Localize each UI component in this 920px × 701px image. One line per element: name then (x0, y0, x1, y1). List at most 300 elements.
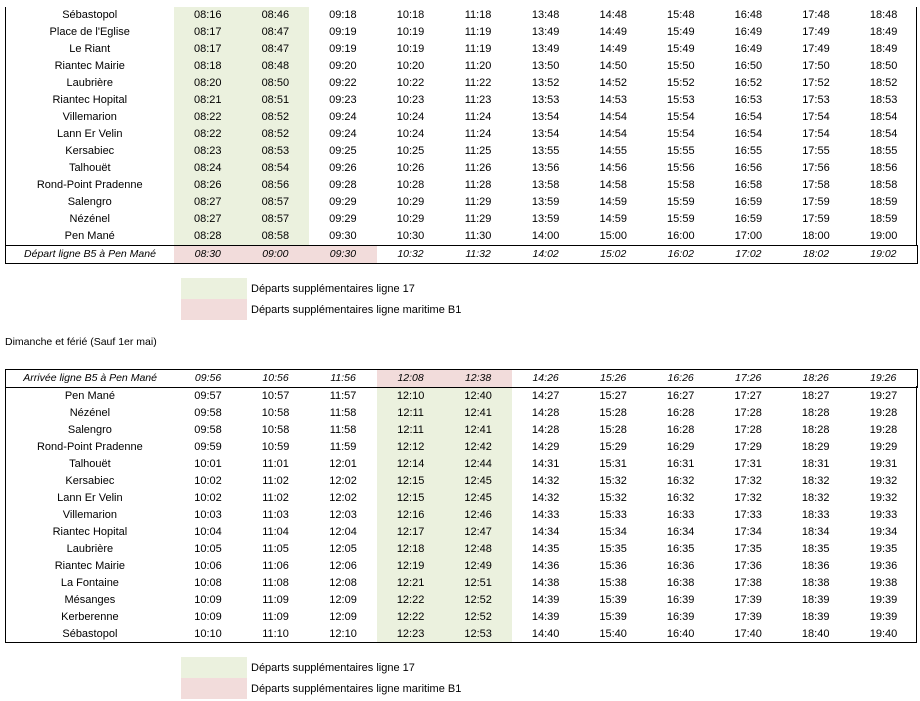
time-cell: 18:39 (801, 611, 830, 623)
time-cell: 17:26 (714, 370, 782, 388)
table-row (6, 405, 918, 422)
time-cell: 14:02 (512, 246, 580, 264)
time-cell: 10:02 (194, 475, 222, 487)
time-cell: 17:55 (802, 145, 830, 157)
time-cell: 08:30 (174, 246, 242, 264)
time-cell: 09:24 (329, 128, 357, 140)
time-cell: 11:08 (262, 577, 289, 589)
time-cell: 17:49 (802, 26, 830, 38)
time-cell: 16:59 (734, 196, 763, 208)
time-cell: 12:22 (377, 609, 445, 626)
time-cell: 16:53 (734, 94, 763, 106)
stop-name: Rond-Point Pradenne (36, 441, 143, 453)
time-cell: 14:39 (531, 611, 560, 623)
stop-name: Lann Er Velin (57, 128, 123, 140)
stop-name: Kersabiec (65, 145, 115, 157)
table-row (6, 126, 918, 143)
time-cell: 10:59 (261, 441, 290, 453)
time-cell: 18:35 (801, 543, 830, 555)
time-cell: 09:26 (329, 162, 357, 174)
time-cell: 17:52 (802, 77, 830, 89)
time-cell: 09:19 (329, 26, 357, 38)
time-cell: 17:27 (734, 390, 762, 402)
time-cell: 17:53 (802, 94, 830, 106)
time-cell: 12:47 (444, 524, 512, 541)
time-cell: 10:02 (194, 492, 222, 504)
time-cell: 11:59 (329, 441, 357, 453)
time-cell: 12:02 (329, 492, 357, 504)
legend-item-maritime (181, 299, 461, 320)
time-cell: 12:15 (377, 473, 445, 490)
time-cell: 11:02 (262, 492, 289, 504)
table-row (6, 541, 918, 558)
time-cell: 08:53 (242, 143, 310, 160)
time-cell: 08:52 (242, 126, 310, 143)
time-cell: 15:02 (579, 246, 647, 264)
time-cell: 08:16 (174, 7, 242, 24)
time-cell: 12:48 (444, 541, 512, 558)
time-cell: 11:24 (464, 128, 492, 140)
time-cell: 11:19 (464, 26, 492, 38)
time-cell: 13:54 (531, 128, 560, 140)
time-cell: 11:18 (464, 9, 492, 21)
time-cell: 10:09 (194, 594, 222, 606)
time-cell: 11:06 (262, 560, 289, 572)
time-cell: 18:52 (869, 77, 898, 89)
time-cell: 16:26 (647, 370, 715, 388)
time-cell: 15:56 (667, 162, 695, 174)
time-cell: 15:54 (667, 111, 695, 123)
time-cell: 11:23 (464, 94, 492, 106)
time-cell: 09:18 (329, 9, 357, 21)
time-cell: 15:33 (599, 509, 627, 521)
stop-name: Pen Mané (64, 230, 115, 242)
time-cell: 10:29 (396, 196, 425, 208)
table-row (6, 575, 918, 592)
time-cell: 15:40 (599, 628, 627, 640)
time-cell: 11:01 (262, 458, 289, 470)
time-cell: 10:18 (396, 9, 425, 21)
time-cell: 16:32 (666, 492, 695, 504)
time-cell: 14:39 (531, 594, 560, 606)
stop-name: Mésanges (64, 594, 116, 606)
time-cell: 08:21 (174, 92, 242, 109)
time-cell: 12:40 (444, 388, 512, 406)
time-cell: 10:29 (396, 213, 425, 225)
time-cell: 16:59 (734, 213, 763, 225)
time-cell: 17:36 (734, 560, 762, 572)
time-cell: 15:26 (579, 370, 647, 388)
time-cell: 10:25 (396, 145, 425, 157)
time-cell: 18:48 (869, 9, 898, 21)
time-cell: 12:02 (329, 475, 357, 487)
time-cell: 08:17 (174, 41, 242, 58)
legend-item-maritime (181, 678, 461, 699)
time-cell: 16:27 (666, 390, 695, 402)
time-cell: 16:48 (734, 9, 763, 21)
time-cell: 17:32 (734, 475, 762, 487)
time-cell: 12:05 (329, 543, 357, 555)
time-cell: 18:59 (869, 213, 898, 225)
time-cell: 15:48 (667, 9, 695, 21)
time-cell: 10:30 (396, 230, 425, 242)
time-cell: 09:30 (329, 230, 357, 242)
time-cell: 10:56 (242, 370, 310, 388)
time-cell: 08:51 (242, 92, 310, 109)
time-cell: 19:34 (869, 526, 898, 538)
time-cell: 16:55 (734, 145, 763, 157)
time-cell: 14:36 (531, 560, 560, 572)
time-cell: 10:57 (261, 390, 290, 402)
time-cell: 15:52 (667, 77, 695, 89)
table-row (6, 388, 918, 406)
time-cell: 14:29 (531, 441, 560, 453)
stop-name: La Fontaine (60, 577, 119, 589)
time-cell: 17:49 (802, 43, 830, 55)
time-cell: 12:21 (377, 575, 445, 592)
time-cell: 13:52 (531, 77, 560, 89)
time-cell: 16:00 (667, 230, 695, 242)
time-cell: 13:53 (531, 94, 560, 106)
time-cell: 11:58 (329, 424, 357, 436)
time-cell: 18:29 (801, 441, 830, 453)
time-cell: 14:49 (599, 26, 627, 38)
table-row (6, 609, 918, 626)
time-cell: 15:29 (599, 441, 627, 453)
time-cell: 12:45 (444, 490, 512, 507)
time-cell: 14:59 (599, 213, 627, 225)
time-cell: 16:34 (666, 526, 695, 538)
time-cell: 12:03 (329, 509, 357, 521)
stop-name: Laubrière (66, 77, 113, 89)
time-cell: 10:58 (261, 407, 290, 419)
time-cell: 16:36 (666, 560, 695, 572)
time-cell: 08:20 (174, 75, 242, 92)
time-cell: 18:58 (869, 179, 898, 191)
time-cell: 18:32 (801, 475, 830, 487)
time-cell: 08:27 (174, 211, 242, 228)
time-cell: 14:32 (531, 492, 560, 504)
time-cell: 16:28 (666, 407, 695, 419)
departure-row (6, 246, 918, 264)
arrival-row (6, 370, 918, 388)
time-cell: 08:26 (174, 177, 242, 194)
time-cell: 13:50 (531, 60, 560, 72)
time-cell: 09:29 (329, 196, 357, 208)
time-cell: 14:38 (531, 577, 560, 589)
stop-name: Riantec Hopital (52, 94, 128, 106)
time-cell: 09:00 (242, 246, 310, 264)
time-cell: 11:32 (444, 246, 512, 264)
table-row (6, 228, 918, 246)
time-cell: 17:28 (734, 424, 762, 436)
time-cell: 08:57 (242, 211, 310, 228)
table-row (6, 473, 918, 490)
time-cell: 11:10 (262, 628, 289, 640)
time-cell: 08:46 (242, 7, 310, 24)
time-cell: 16:50 (734, 60, 763, 72)
time-cell: 11:05 (262, 543, 289, 555)
legend-label: Départs supplémentaires ligne 17 (251, 661, 415, 674)
time-cell: 10:22 (396, 77, 425, 89)
time-cell: 14:28 (531, 407, 560, 419)
legend-swatch-pink (181, 678, 247, 699)
table-row (6, 194, 918, 211)
time-cell: 12:41 (444, 405, 512, 422)
legend-item-line17 (181, 278, 461, 299)
time-cell: 11:26 (464, 162, 492, 174)
stop-name: Kersabiec (65, 475, 115, 487)
legend-swatch-green (181, 278, 247, 299)
stop-name: Rond-Point Pradenne (36, 179, 143, 191)
time-cell: 09:20 (329, 60, 357, 72)
time-cell: 12:14 (377, 456, 445, 473)
time-cell: 17:33 (734, 509, 762, 521)
time-cell: 12:06 (329, 560, 357, 572)
time-cell: 14:49 (599, 43, 627, 55)
time-cell: 17:00 (734, 230, 763, 242)
table-row (6, 92, 918, 109)
time-cell: 15:55 (667, 145, 695, 157)
time-cell: 10:08 (194, 577, 222, 589)
time-cell: 18:00 (802, 230, 830, 242)
stop-name: Lann Er Velin (57, 492, 123, 504)
time-cell: 08:28 (174, 228, 242, 246)
stop-name: Talhouët (68, 162, 111, 174)
time-cell: 18:28 (801, 424, 830, 436)
time-cell: 08:24 (174, 160, 242, 177)
stop-name: Villemarion (62, 111, 117, 123)
time-cell: 08:23 (174, 143, 242, 160)
time-cell: 18:54 (869, 111, 898, 123)
time-cell: 15:39 (599, 611, 627, 623)
time-cell: 10:03 (194, 509, 222, 521)
time-cell: 17:31 (734, 458, 762, 470)
time-cell: 14:55 (599, 145, 627, 157)
stop-name: Salengro (67, 424, 112, 436)
time-cell: 09:25 (329, 145, 357, 157)
time-cell: 11:28 (464, 179, 492, 191)
time-cell: 19:38 (869, 577, 898, 589)
time-cell: 12:19 (377, 558, 445, 575)
table-row (6, 177, 918, 194)
time-cell: 15:35 (599, 543, 627, 555)
time-cell: 19:35 (869, 543, 898, 555)
time-cell: 08:18 (174, 58, 242, 75)
time-cell: 18:54 (869, 128, 898, 140)
stop-name: Riantec Mairie (54, 560, 126, 572)
time-cell: 19:39 (869, 594, 898, 606)
time-cell: 12:38 (444, 370, 512, 388)
time-cell: 16:02 (647, 246, 715, 264)
time-cell: 09:56 (174, 370, 242, 388)
time-cell: 16:56 (734, 162, 763, 174)
time-cell: 13:54 (531, 111, 560, 123)
time-cell: 19:31 (869, 458, 898, 470)
table-row (6, 592, 918, 609)
stop-name: Place de l'Eglise (49, 26, 130, 38)
legend-swatch-pink (181, 299, 247, 320)
time-cell: 18:50 (869, 60, 898, 72)
time-cell: 08:22 (174, 109, 242, 126)
time-cell: 09:57 (194, 390, 222, 402)
time-cell: 19:29 (869, 441, 898, 453)
time-cell: 17:54 (802, 128, 830, 140)
time-cell: 10:26 (396, 162, 425, 174)
stop-name: Pen Mané (64, 390, 115, 402)
time-cell: 11:25 (464, 145, 492, 157)
table-row (6, 24, 918, 41)
time-cell: 16:52 (734, 77, 763, 89)
table-row (6, 558, 918, 575)
stop-name: Salengro (67, 196, 112, 208)
time-cell: 12:11 (377, 422, 445, 439)
time-cell: 10:58 (261, 424, 290, 436)
stop-name: Sébastopol (62, 628, 118, 640)
table-row (6, 507, 918, 524)
time-cell: 10:28 (396, 179, 425, 191)
time-cell: 15:53 (667, 94, 695, 106)
time-cell: 14:53 (599, 94, 627, 106)
time-cell: 18:49 (869, 43, 898, 55)
time-cell: 11:58 (329, 407, 357, 419)
time-cell: 17:39 (734, 594, 762, 606)
time-cell: 11:22 (464, 77, 492, 89)
time-cell: 12:17 (377, 524, 445, 541)
time-cell: 15:58 (667, 179, 695, 191)
time-cell: 14:58 (599, 179, 627, 191)
time-cell: 14:40 (531, 628, 560, 640)
connection-label: Départ ligne B5 à Pen Mané (6, 246, 174, 264)
time-cell: 17:28 (734, 407, 762, 419)
time-cell: 17:56 (802, 162, 830, 174)
time-cell: 18:33 (801, 509, 830, 521)
time-cell: 15:59 (667, 196, 695, 208)
legend-swatch-green (181, 657, 247, 678)
time-cell: 15:31 (599, 458, 627, 470)
time-cell: 14:27 (531, 390, 560, 402)
table-row (6, 211, 918, 228)
time-cell: 17:50 (802, 60, 830, 72)
time-cell: 11:56 (309, 370, 377, 388)
time-cell: 09:59 (194, 441, 222, 453)
legend-sunday (181, 657, 461, 699)
weekday-timetable (5, 7, 918, 264)
time-cell: 15:49 (667, 43, 695, 55)
time-cell: 14:26 (512, 370, 580, 388)
time-cell: 16:54 (734, 128, 763, 140)
time-cell: 08:52 (242, 109, 310, 126)
time-cell: 11:19 (464, 43, 492, 55)
time-cell: 17:54 (802, 111, 830, 123)
time-cell: 11:03 (262, 509, 289, 521)
time-cell: 16:32 (666, 475, 695, 487)
legend-label: Départs supplémentaires ligne 17 (251, 282, 415, 295)
time-cell: 12:15 (377, 490, 445, 507)
time-cell: 10:10 (194, 628, 222, 640)
table-row (6, 456, 918, 473)
time-cell: 16:49 (734, 43, 763, 55)
time-cell: 15:34 (599, 526, 627, 538)
time-cell: 15:39 (599, 594, 627, 606)
time-cell: 11:04 (262, 526, 289, 538)
time-cell: 11:20 (464, 60, 492, 72)
time-cell: 15:38 (599, 577, 627, 589)
legend-weekday (181, 278, 461, 320)
time-cell: 18:49 (869, 26, 898, 38)
time-cell: 12:52 (444, 592, 512, 609)
time-cell: 17:38 (734, 577, 762, 589)
time-cell: 12:53 (444, 626, 512, 643)
time-cell: 15:36 (599, 560, 627, 572)
time-cell: 12:52 (444, 609, 512, 626)
time-cell: 18:32 (801, 492, 830, 504)
table-row (6, 422, 918, 439)
table-row (6, 7, 918, 24)
time-cell: 13:49 (531, 43, 560, 55)
sunday-timetable (5, 369, 918, 643)
time-cell: 08:57 (242, 194, 310, 211)
time-cell: 10:04 (194, 526, 222, 538)
time-cell: 19:40 (869, 628, 898, 640)
time-cell: 19:27 (869, 390, 898, 402)
stop-name: Nézénel (69, 213, 110, 225)
time-cell: 14:52 (599, 77, 627, 89)
time-cell: 16:38 (666, 577, 695, 589)
time-cell: 09:30 (309, 246, 377, 264)
time-cell: 17:48 (802, 9, 830, 21)
stop-name: Sébastopol (62, 9, 118, 21)
time-cell: 18:56 (869, 162, 898, 174)
time-cell: 17:02 (715, 246, 783, 264)
time-cell: 14:35 (531, 543, 560, 555)
time-cell: 15:59 (667, 213, 695, 225)
time-cell: 16:29 (666, 441, 695, 453)
table-row (6, 160, 918, 177)
time-cell: 19:26 (849, 370, 917, 388)
time-cell: 11:29 (464, 196, 492, 208)
time-cell: 19:39 (869, 611, 898, 623)
stop-name: Kerberenne (61, 611, 119, 623)
time-cell: 14:59 (599, 196, 627, 208)
table-row (6, 58, 918, 75)
time-cell: 14:48 (599, 9, 627, 21)
time-cell: 18:31 (801, 458, 830, 470)
legend-label: Départs supplémentaires ligne maritime B1 (251, 682, 462, 695)
table-row (6, 439, 918, 456)
time-cell: 10:23 (396, 94, 425, 106)
time-cell: 19:00 (869, 230, 898, 242)
time-cell: 12:45 (444, 473, 512, 490)
time-cell: 12:08 (377, 370, 445, 388)
stop-name: Riantec Mairie (54, 60, 125, 72)
table-row (6, 41, 918, 58)
time-cell: 17:32 (734, 492, 762, 504)
time-cell: 15:00 (599, 230, 627, 242)
time-cell: 08:47 (242, 24, 310, 41)
table-row (6, 109, 918, 126)
time-cell: 12:51 (444, 575, 512, 592)
time-cell: 12:01 (329, 458, 357, 470)
time-cell: 13:48 (531, 9, 560, 21)
time-cell: 18:28 (801, 407, 830, 419)
time-cell: 17:58 (802, 179, 830, 191)
time-cell: 15:28 (599, 424, 627, 436)
time-cell: 18:27 (801, 390, 830, 402)
time-cell: 12:09 (329, 611, 357, 623)
time-cell: 17:29 (734, 441, 762, 453)
time-cell: 10:32 (377, 246, 445, 264)
